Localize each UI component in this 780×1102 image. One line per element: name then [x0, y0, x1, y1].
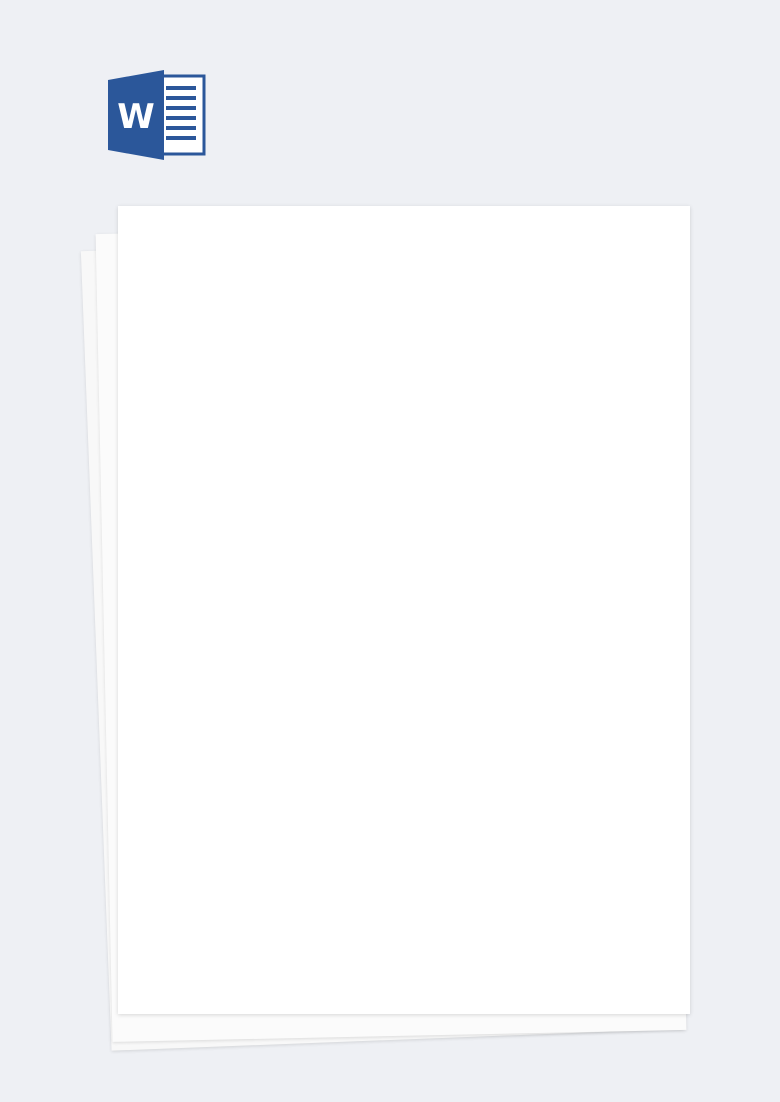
word-document-icon	[108, 70, 208, 160]
svg-text:W: W	[117, 97, 155, 137]
document-page	[118, 206, 690, 1014]
